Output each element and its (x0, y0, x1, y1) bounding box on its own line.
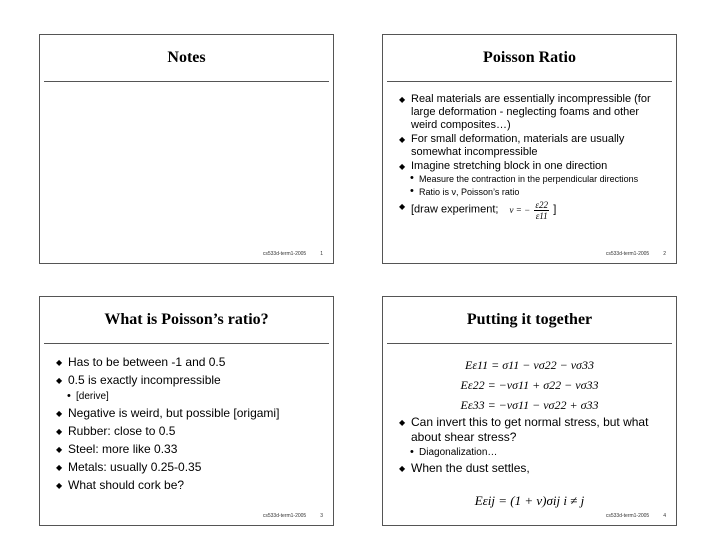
sub-bullet: • Measure the contraction in the perpendicular directions (399, 174, 668, 185)
bullet: ◆ 0.5 is exactly incompressible (56, 373, 325, 388)
bullet-draw-experiment (399, 200, 668, 221)
title-divider (387, 81, 672, 82)
title-divider (44, 343, 329, 344)
bullet: ◆ Imagine stretching block in one direction (399, 160, 668, 173)
slide-number: 1 (320, 251, 323, 257)
slide-4 (382, 296, 677, 526)
bullet: ◆ Negative is weird, but possible [origami] (56, 406, 325, 421)
slide-title: Poisson Ratio (483, 49, 576, 66)
bullet: ◆ Has to be between -1 and 0.5 (56, 355, 325, 370)
slide-footer (606, 251, 666, 257)
slide-body (399, 415, 668, 478)
slide-title: Putting it together (466, 311, 593, 328)
slide-footer (263, 251, 323, 257)
formula-numerator: ε22 (535, 200, 548, 210)
slide-number: 3 (320, 513, 323, 519)
slide-number: 2 (663, 251, 666, 257)
footer-course: cs533d-term1-2005 (262, 513, 307, 519)
slide-3 (39, 296, 334, 526)
footer-course: cs533d-term1-2005 (605, 251, 650, 257)
sub-bullet: • Ratio is ν, Poisson’s ratio (399, 187, 668, 198)
bullet: ◆ What should cork be? (56, 478, 325, 493)
slide-body (399, 93, 668, 222)
equation: Eε11 = σ11 − νσ22 − νσ33 (465, 358, 594, 372)
footer-course: cs533d-term1-2005 (262, 251, 307, 257)
formula-fraction (534, 200, 549, 221)
bullet: ◆ Rubber: close to 0.5 (56, 424, 325, 439)
equation-block (383, 355, 676, 415)
bullet-text-end: ] (553, 203, 557, 216)
slide-body (56, 355, 325, 496)
slide-title: Notes (167, 49, 206, 66)
bullet: ◆ Steel: more like 0.33 (56, 442, 325, 457)
bullet: ◆ Real materials are essentially incompressible (for large deformation - neglecting foams and other weird composites…) (399, 93, 668, 132)
slide-2 (382, 34, 677, 264)
slide-1 (39, 34, 334, 264)
footer-course: cs533d-term1-2005 (605, 513, 650, 519)
formula-denominator: ε11 (535, 211, 548, 221)
equation: Eε33 = −νσ11 − νσ22 + σ33 (460, 398, 599, 412)
shear-equation: Eεij = (1 + ν)σij i ≠ j (474, 493, 585, 508)
bullet: ◆ Can invert this to get normal stress, but what about shear stress? (399, 415, 668, 445)
title-divider (44, 81, 329, 82)
bullet: ◆ Metals: usually 0.25-0.35 (56, 460, 325, 475)
equation: Eε22 = −νσ11 + σ22 − νσ33 (460, 378, 599, 392)
bullet-text: [draw experiment; (411, 203, 499, 216)
slide-footer (263, 513, 323, 519)
slide-title: What is Poisson’s ratio? (104, 311, 269, 328)
bullet: ◆ For small deformation, materials are usually somewhat incompressible (399, 133, 668, 159)
slide-number: 4 (663, 513, 666, 519)
bullet: ◆ When the dust settles, (399, 461, 668, 476)
sub-bullet: • [derive] (56, 391, 325, 403)
sub-bullet: • Diagonalization… (399, 447, 668, 459)
formula-lhs: ν = − (509, 204, 531, 215)
slide-footer (606, 513, 666, 519)
title-divider (387, 343, 672, 344)
